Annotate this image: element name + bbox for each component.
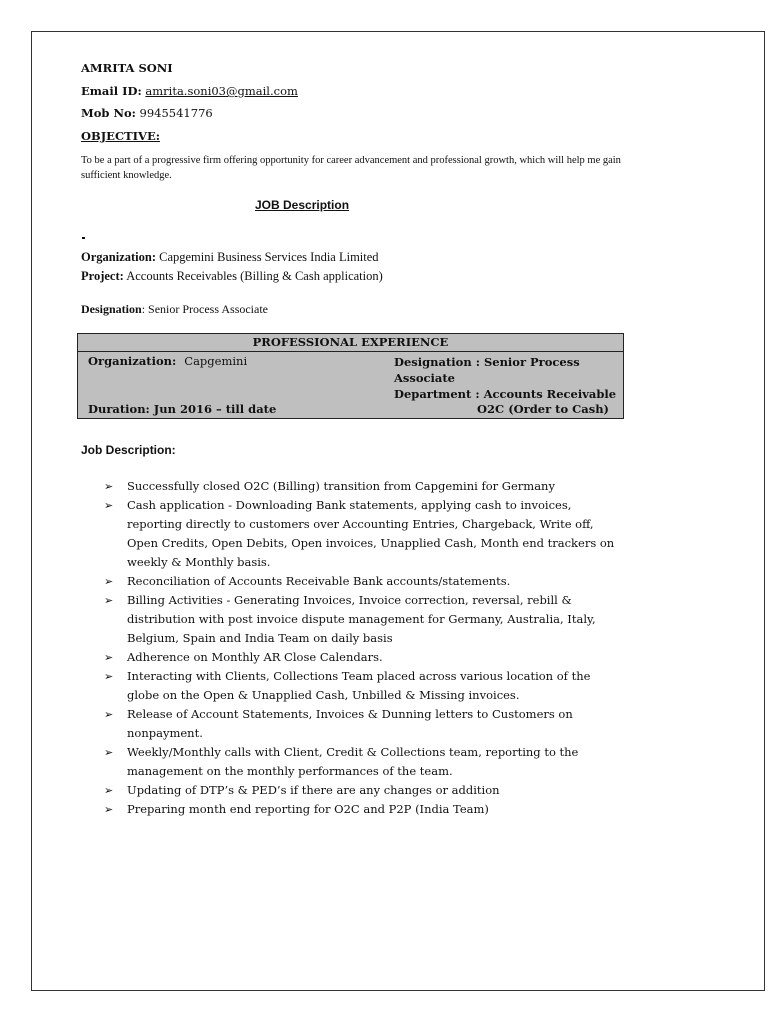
arrow-bullet-icon: ➢ — [104, 784, 114, 797]
designation-label: Designation — [81, 302, 142, 316]
arrow-bullet-icon: ➢ — [104, 803, 114, 816]
arrow-bullet-icon: ➢ — [104, 651, 114, 664]
arrow-bullet-icon: ➢ — [104, 499, 114, 512]
experience-designation: Designation : Senior Process Associate — [394, 355, 580, 385]
arrow-bullet-icon: ➢ — [104, 670, 114, 683]
list-item: ➢ Release of Account Statements, Invoices & Dunning letters to Customers on nonpayment. — [104, 707, 573, 740]
list-item: ➢ Cash application - Downloading Bank statements, applying cash to invoices, reporting directly to customers over Accounting Entries, Chargeback, Write off, Open Credits, Open Debits, Open invoices, Unapplied Cash, Month end trackers on weekly & Monthly basis. — [104, 498, 615, 569]
experience-title: PROFESSIONAL EXPERIENCE — [78, 334, 623, 352]
project-value: Accounts Receivables (Billing & Cash application) — [126, 269, 383, 283]
organization-label: Organization: — [81, 250, 156, 264]
designation-line — [81, 302, 268, 317]
objective-text: To be a part of a progressive firm offering opportunity for career advancement and professional growth, which will help me gain sufficient knowledge. — [81, 155, 621, 181]
mobile-label: Mob No: — [81, 106, 136, 120]
experience-duration: Duration: Jun 2016 – till date — [88, 402, 277, 416]
mobile-value: 9945541776 — [139, 106, 213, 120]
experience-department: Department : Accounts Receivable — [394, 387, 617, 401]
list-item: ➢ Successfully closed O2C (Billing) transition from Capgemini for Germany — [104, 477, 624, 496]
job-description-heading: JOB Description — [255, 198, 350, 212]
mobile-line — [81, 106, 213, 120]
email-link[interactable]: amrita.soni03@gmail.com — [145, 84, 298, 98]
experience-organization — [88, 354, 247, 368]
email-label: Email ID: — [81, 84, 142, 98]
stray-mark — [82, 237, 85, 239]
list-item: ➢ Preparing month end reporting for O2C and P2P (India Team) — [104, 800, 624, 819]
list-item: ➢ Adherence on Monthly AR Close Calendars. — [104, 648, 624, 667]
job-details-heading: Job Description: — [81, 443, 176, 457]
experience-body — [78, 352, 623, 418]
list-item: ➢ Interacting with Clients, Collections Team placed across various location of the globe on the Open & Unapplied Cash, Unbilled & Missing invoices. — [104, 669, 591, 702]
professional-experience-table — [77, 333, 624, 419]
arrow-bullet-icon: ➢ — [104, 480, 114, 493]
email-line — [81, 84, 298, 98]
list-item: ➢ Billing Activities - Generating Invoices, Invoice correction, reversal, rebill & distribution with post invoice dispute management for Germany, Australia, Italy, Belgium, Spain and India Team on daily basis — [104, 593, 596, 645]
organization-value: Capgemini Business Services India Limited — [159, 250, 379, 264]
objective-heading: OBJECTIVE: — [81, 129, 160, 143]
arrow-bullet-icon: ➢ — [104, 708, 114, 721]
project-label: Project: — [81, 269, 124, 283]
list-item: ➢ Reconciliation of Accounts Receivable Bank accounts/statements. — [104, 572, 624, 591]
experience-department-sub: O2C (Order to Cash) — [477, 402, 609, 416]
list-item: ➢ Updating of DTP’s & PED’s if there are any changes or addition — [104, 781, 624, 800]
experience-org-label: Organization: — [88, 354, 177, 368]
list-item: ➢ Weekly/Monthly calls with Client, Credit & Collections team, reporting to the management on the monthly performances of the team. — [104, 745, 579, 778]
arrow-bullet-icon: ➢ — [104, 575, 114, 588]
designation-value: : Senior Process Associate — [141, 302, 269, 316]
project-line — [81, 269, 383, 284]
arrow-bullet-icon: ➢ — [104, 746, 114, 759]
organization-line — [81, 250, 379, 265]
candidate-name: AMRITA SONI — [81, 61, 173, 75]
experience-org-value: Capgemini — [184, 354, 248, 368]
job-details-list — [104, 477, 624, 819]
arrow-bullet-icon: ➢ — [104, 594, 114, 607]
